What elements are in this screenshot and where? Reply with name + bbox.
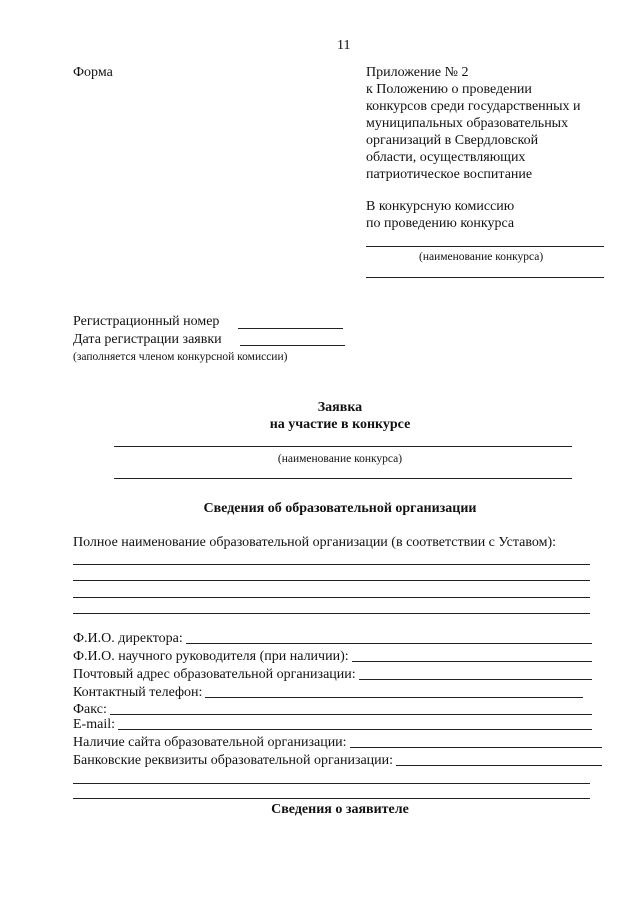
bank-field[interactable]	[396, 765, 602, 766]
email-row	[73, 716, 592, 733]
addressee-line-2: по проведению конкурса	[366, 216, 515, 231]
phone-field[interactable]	[205, 697, 583, 698]
fax-field[interactable]	[110, 714, 592, 715]
full-name-line[interactable]	[73, 597, 590, 598]
contest-name-caption: (наименование конкурса)	[419, 251, 544, 263]
applicant-section-heading: Сведения о заявителе	[271, 802, 409, 817]
contest-name-line[interactable]	[366, 246, 604, 247]
document-subtitle: на участие в конкурсе	[269, 417, 411, 432]
appendix-block	[366, 64, 581, 183]
bank-label: Банковские реквизиты образовательной организации:	[73, 753, 394, 768]
supervisor-label: Ф.И.О. научного руководителя (при наличии):	[73, 649, 349, 664]
full-name-line[interactable]	[73, 613, 590, 614]
contest-title-line-2[interactable]	[114, 478, 572, 479]
document-title: Заявка	[317, 400, 363, 415]
org-section-heading: Сведения об образовательной организации	[203, 501, 477, 516]
director-label: Ф.И.О. директора:	[73, 631, 183, 646]
appendix-line: патриотическое воспитание	[366, 167, 533, 182]
registration-number-label: Регистрационный номер	[73, 314, 220, 329]
registration-note: (заполняется членом конкурсной комиссии)	[73, 351, 288, 363]
addressee-line-1: В конкурсную комиссию	[366, 199, 515, 214]
website-label: Наличие сайта образовательной организации:	[73, 735, 347, 750]
appendix-line: Приложение № 2	[366, 65, 469, 80]
appendix-line: муниципальных образовательных	[366, 116, 569, 131]
registration-date-label: Дата регистрации заявки	[73, 332, 222, 347]
bank-row	[73, 752, 602, 769]
email-field[interactable]	[118, 729, 592, 730]
full-name-line[interactable]	[73, 564, 590, 565]
phone-row	[73, 684, 583, 701]
registration-date-field[interactable]	[240, 345, 345, 346]
appendix-line: к Положению о проведении	[366, 82, 532, 97]
website-row	[73, 734, 602, 751]
phone-label: Контактный телефон:	[73, 685, 203, 700]
form-label: Форма	[73, 65, 113, 80]
contest-name-line-2[interactable]	[366, 277, 604, 278]
appendix-line: конкурсов среди государственных и	[366, 99, 581, 114]
supervisor-field[interactable]	[352, 661, 592, 662]
address-row	[73, 666, 592, 683]
registration-number-field[interactable]	[238, 328, 343, 329]
bank-line[interactable]	[73, 798, 590, 799]
contest-title-caption: (наименование конкурса)	[277, 453, 403, 465]
full-name-line[interactable]	[73, 580, 590, 581]
website-field[interactable]	[350, 747, 602, 748]
director-field[interactable]	[186, 643, 592, 644]
address-field[interactable]	[359, 679, 592, 680]
fax-label: Факс:	[73, 702, 107, 717]
appendix-line: организаций в Свердловской	[366, 133, 539, 148]
full-name-label: Полное наименование образовательной организации (в соответствии с Уставом):	[73, 535, 556, 550]
address-label: Почтовый адрес образовательной организации:	[73, 667, 356, 682]
page-number: 11	[337, 38, 351, 53]
email-label: E-mail:	[73, 717, 115, 732]
director-row	[73, 630, 592, 647]
bank-line[interactable]	[73, 783, 590, 784]
appendix-line: области, осуществляющих	[366, 150, 526, 165]
contest-title-line[interactable]	[114, 446, 572, 447]
supervisor-row	[73, 648, 592, 665]
